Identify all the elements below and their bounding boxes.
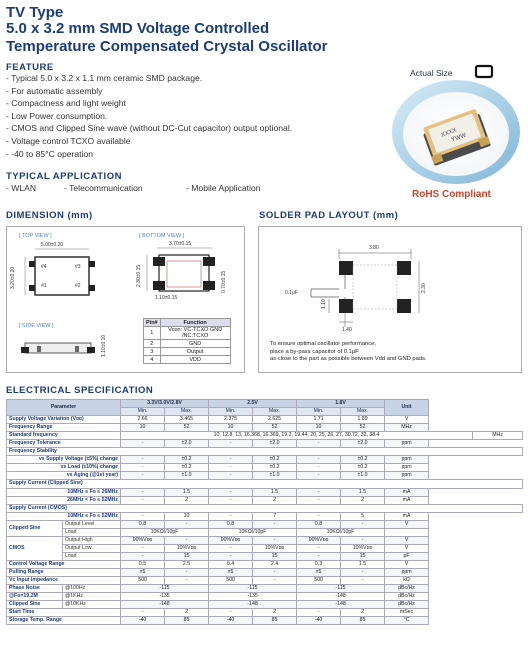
spec-condition: Load bbox=[63, 552, 121, 560]
spec-condition: Load bbox=[63, 528, 121, 536]
spec-row bbox=[7, 432, 523, 440]
spec-value: 500 bbox=[121, 577, 165, 585]
spec-unit: mA bbox=[385, 512, 429, 520]
spec-value: -148 bbox=[297, 601, 385, 609]
spec-value: - bbox=[121, 552, 165, 560]
parameter-header: Parameter bbox=[7, 400, 121, 416]
spec-group-label: Frequency Stability bbox=[7, 448, 523, 456]
spec-value: - bbox=[121, 512, 165, 520]
spec-value: - bbox=[297, 512, 341, 520]
spec-row bbox=[7, 504, 523, 512]
spec-value: ±1.0 bbox=[165, 472, 209, 480]
feature-item: - Typical 5.0 x 3.2 x 1.1 mm ceramic SMD package. bbox=[6, 73, 203, 83]
spec-row bbox=[7, 560, 523, 568]
bottom-pad-dim: 1.10±0.15 bbox=[155, 295, 178, 301]
pin-function: GND bbox=[160, 340, 230, 348]
pin-label: #4 bbox=[41, 264, 47, 270]
spec-unit: ppm bbox=[385, 472, 429, 480]
solder-pad-heading: SOLDER PAD LAYOUT (mm) bbox=[259, 210, 399, 221]
spec-header-row bbox=[7, 400, 523, 408]
spec-value: - bbox=[165, 536, 209, 544]
spec-value: - bbox=[253, 577, 297, 585]
application-list bbox=[6, 183, 261, 193]
spec-value: 0.8 bbox=[121, 520, 165, 528]
spec-value: 2.625 bbox=[253, 416, 297, 424]
spec-unit: MHz bbox=[385, 424, 429, 432]
spec-value: - bbox=[253, 568, 297, 576]
bottom-width-dim: 3.70±0.15 bbox=[169, 241, 192, 247]
spec-value: 0.4 bbox=[209, 560, 253, 568]
spec-value: 1.5 bbox=[341, 488, 385, 496]
application-item: - Telecommunication bbox=[64, 183, 143, 193]
spec-value: -135 bbox=[209, 593, 297, 601]
feature-heading: FEATURE bbox=[6, 62, 54, 73]
spec-value: -40 bbox=[297, 617, 341, 625]
side-view-label: [ SIDE VIEW ] bbox=[19, 323, 54, 329]
pin-number: 2 bbox=[144, 340, 161, 348]
bypass-cap-label: 0.1μF bbox=[285, 290, 298, 296]
spec-value: -115 bbox=[297, 585, 385, 593]
spec-value: 10 bbox=[209, 424, 253, 432]
spec-unit: mA bbox=[385, 488, 429, 496]
spec-value: -115 bbox=[121, 585, 209, 593]
spec-unit: ppm bbox=[385, 464, 429, 472]
pin-function-table bbox=[143, 318, 231, 364]
pin-number: 4 bbox=[144, 356, 161, 364]
spec-value: - bbox=[341, 568, 385, 576]
spec-value: ±0.2 bbox=[341, 456, 385, 464]
min-max-header: Min. bbox=[121, 408, 165, 416]
spec-value: - bbox=[209, 440, 253, 448]
spec-condition: @100Hz bbox=[63, 585, 121, 593]
spec-value: 10KΩ//10pF bbox=[297, 528, 385, 536]
spec-row bbox=[7, 488, 523, 496]
spec-unit bbox=[385, 528, 429, 536]
spec-unit: V bbox=[385, 536, 429, 544]
spec-value: -40 bbox=[121, 617, 165, 625]
feature-item: - Compactness and light weight bbox=[6, 98, 126, 109]
spec-condition: @1KHz bbox=[63, 593, 121, 601]
spec-value: - bbox=[209, 464, 253, 472]
spec-value: 10%Vᴅᴅ bbox=[341, 544, 385, 552]
spec-parameter: Storage Temp. Range bbox=[7, 617, 121, 625]
pin-function: VDD bbox=[160, 356, 230, 364]
rohs-badge: RoHS Compliant bbox=[412, 189, 491, 200]
spec-unit: dBc/Hz bbox=[385, 585, 429, 593]
spec-value: 85 bbox=[165, 617, 209, 625]
spec-condition: @10KHz bbox=[63, 601, 121, 609]
spec-value: 0.5 bbox=[121, 560, 165, 568]
spec-parameter: 26MHz < Fo ≤ 52MHz bbox=[7, 496, 121, 504]
spec-value: ±2.0 bbox=[253, 440, 297, 448]
spec-value: 1.5 bbox=[253, 488, 297, 496]
spec-row bbox=[7, 577, 523, 585]
feature-item: - Low Power consumption. bbox=[6, 110, 108, 121]
spec-row bbox=[7, 528, 523, 536]
spec-value: - bbox=[121, 440, 165, 448]
spec-value: 7 bbox=[253, 512, 297, 520]
spec-value: 500 bbox=[297, 577, 341, 585]
pin-header: Pin# bbox=[144, 319, 161, 327]
spec-value: 15 bbox=[341, 552, 385, 560]
spec-value: -135 bbox=[121, 593, 209, 601]
spec-value: 52 bbox=[165, 424, 209, 432]
spec-value: - bbox=[297, 440, 341, 448]
product-title-line-2: 5.0 x 3.2 mm SMD Voltage Controlled bbox=[6, 20, 270, 37]
function-header: Function bbox=[160, 319, 230, 327]
typical-application-heading: TYPICAL APPLICATION bbox=[6, 171, 122, 182]
application-item: - Mobile Application bbox=[186, 183, 261, 193]
spec-unit: V bbox=[385, 416, 429, 424]
spec-value: 500 bbox=[209, 577, 253, 585]
top-width-dim: 5.00±0.20 bbox=[41, 242, 64, 248]
spec-value: - bbox=[297, 496, 341, 504]
spec-value: 2.66 bbox=[121, 416, 165, 424]
spec-value: 0.8 bbox=[209, 520, 253, 528]
bypass-note bbox=[270, 341, 427, 364]
spec-parameter: CMOS bbox=[7, 536, 63, 560]
voltage-group-header: 2.5V bbox=[209, 400, 297, 408]
spec-value: ±0.2 bbox=[165, 456, 209, 464]
spec-value: 10%Vᴅᴅ bbox=[165, 544, 209, 552]
spec-value: - bbox=[341, 577, 385, 585]
spec-row bbox=[7, 480, 523, 488]
min-max-header: Max. bbox=[165, 408, 209, 416]
spec-parameter: Clipped Sine bbox=[7, 601, 63, 609]
spec-value: 2 bbox=[341, 496, 385, 504]
spec-unit: mSec bbox=[385, 609, 429, 617]
spec-row bbox=[7, 424, 523, 432]
spec-value: - bbox=[209, 609, 253, 617]
spec-value: 90%Vᴅᴅ bbox=[297, 536, 341, 544]
bottom-height-dim: 2.30±0.15 bbox=[136, 264, 142, 287]
spec-value: 2 bbox=[341, 609, 385, 617]
spec-value: - bbox=[209, 512, 253, 520]
spec-value: - bbox=[297, 456, 341, 464]
spec-row bbox=[7, 496, 523, 504]
spec-unit: kΩ bbox=[385, 577, 429, 585]
spec-value: ±0.2 bbox=[253, 456, 297, 464]
spec-value: - bbox=[165, 577, 209, 585]
spec-unit: mA bbox=[385, 496, 429, 504]
spec-row bbox=[7, 448, 523, 456]
spec-parameter: Phase Noise bbox=[7, 585, 63, 593]
spec-value: 2 bbox=[165, 609, 209, 617]
spec-parameter: 10MHz ≤ Fo ≤ 26MHz bbox=[7, 488, 121, 496]
spec-value: 2.375 bbox=[209, 416, 253, 424]
spec-parameter: Supply Voltage Variation (Vᴅᴅ) bbox=[7, 416, 121, 424]
spec-value: 1.5 bbox=[341, 560, 385, 568]
spec-value: ±0.2 bbox=[253, 464, 297, 472]
spec-value: - bbox=[165, 568, 209, 576]
spec-value: ±5 bbox=[209, 568, 253, 576]
spec-value: -40 bbox=[209, 617, 253, 625]
spec-parameter: Frequency Tolerance bbox=[7, 440, 121, 448]
spec-value: - bbox=[253, 536, 297, 544]
spec-value: -148 bbox=[209, 601, 297, 609]
spec-value: - bbox=[341, 536, 385, 544]
spec-unit: pF bbox=[385, 552, 429, 560]
application-item: - WLAN bbox=[6, 183, 37, 193]
spec-value: - bbox=[209, 488, 253, 496]
spec-value: 2 bbox=[253, 609, 297, 617]
spec-parameter: @Fo=19.2M bbox=[7, 593, 63, 601]
spec-condition: Output Level bbox=[63, 520, 121, 528]
pad-width2-dim: 1.40 bbox=[342, 327, 352, 333]
spec-value: ±1.0 bbox=[341, 472, 385, 480]
spec-unit: ppm bbox=[385, 440, 429, 448]
spec-value: ±5 bbox=[297, 568, 341, 576]
spec-value: 1.5 bbox=[165, 488, 209, 496]
note-line: as close to the part as possible between Vdd and GND pads. bbox=[270, 356, 427, 362]
spec-value: - bbox=[297, 464, 341, 472]
spec-value: ±0.2 bbox=[165, 464, 209, 472]
min-max-header: Max. bbox=[253, 408, 297, 416]
solder-pad-drawing bbox=[258, 226, 522, 373]
feature-item: - For automatic assembly bbox=[6, 85, 103, 96]
spec-value: 2 bbox=[253, 496, 297, 504]
spec-unit: dBc/Hz bbox=[385, 593, 429, 601]
note-line: To ensure optimal oscillator performance, bbox=[270, 341, 377, 347]
spec-parameter: vs Aging (@1st year) bbox=[7, 472, 121, 480]
spec-row bbox=[7, 609, 523, 617]
pad-height-dim: 2.30 bbox=[421, 283, 427, 293]
photo-marking: YWW bbox=[450, 132, 468, 144]
feature-list bbox=[6, 72, 292, 160]
spec-value: 5 bbox=[341, 512, 385, 520]
spec-row bbox=[7, 456, 523, 464]
spec-group-label: Supply Current (CMOS) bbox=[7, 504, 523, 512]
spec-value: -148 bbox=[121, 601, 209, 609]
min-max-header: Min. bbox=[297, 408, 341, 416]
spec-value: 1.89 bbox=[341, 416, 385, 424]
spec-parameter: Frequency Range bbox=[7, 424, 121, 432]
spec-value: 10 bbox=[165, 512, 209, 520]
actual-size-icon bbox=[476, 66, 492, 77]
voltage-group-header: 3.3V/3.0V/2.8V bbox=[121, 400, 209, 408]
spec-value: - bbox=[209, 496, 253, 504]
spec-value: 2 bbox=[165, 496, 209, 504]
spec-unit: dBc/Hz bbox=[385, 601, 429, 609]
top-view-label: [ TOP VIEW ] bbox=[19, 233, 52, 239]
spec-value: - bbox=[297, 552, 341, 560]
spec-row bbox=[7, 617, 523, 625]
bottom-view-label: [ BOTTOM VIEW ] bbox=[139, 233, 185, 239]
spec-row bbox=[7, 416, 523, 424]
unit-header: Unit bbox=[385, 400, 429, 416]
spec-value: ±2.0 bbox=[341, 440, 385, 448]
pin-function: Vcon: VC-TCXO GND /NC:TCXO bbox=[160, 327, 230, 340]
spec-parameter: vs Supply Voltage (±5%) change bbox=[7, 456, 121, 464]
product-type-title: TV Type bbox=[6, 4, 64, 21]
spec-value: - bbox=[165, 520, 209, 528]
spec-value: - bbox=[341, 520, 385, 528]
spec-unit: V bbox=[385, 520, 429, 528]
spec-row bbox=[7, 520, 523, 528]
spec-parameter: 10MHz ≤ Fo ≤ 52MHz bbox=[7, 512, 121, 520]
spec-parameter: Vc Input Impedance bbox=[7, 577, 121, 585]
pad-side-dim: 1.10 bbox=[321, 299, 327, 309]
spec-row bbox=[7, 464, 523, 472]
spec-row bbox=[7, 585, 523, 593]
product-title-line-3: Temperature Compensated Crystal Oscillator bbox=[6, 38, 328, 55]
spec-value: 15 bbox=[253, 552, 297, 560]
spec-row bbox=[7, 536, 523, 544]
spec-unit: °C bbox=[385, 617, 429, 625]
spec-row bbox=[7, 512, 523, 520]
spec-value: 0.8 bbox=[297, 520, 341, 528]
spec-value: 52 bbox=[253, 424, 297, 432]
spec-value: ±5 bbox=[121, 568, 165, 576]
spec-value: 2.4 bbox=[253, 560, 297, 568]
electrical-heading: ELECTRICAL SPECIFICATION bbox=[6, 385, 154, 396]
spec-row bbox=[7, 440, 523, 448]
spec-value: 90%Vᴅᴅ bbox=[209, 536, 253, 544]
feature-item: - CMOS and Clipped Sine wave (without DC-Cut capacitor) output optional. bbox=[6, 123, 293, 134]
spec-parameter: Pulling Range bbox=[7, 568, 121, 576]
spec-value: 10, 12.8, 13, 16.368, 16.369, 19.2, 19.44, 20, 25, 26, 27, 30.72, 32, 38.4 bbox=[121, 432, 473, 440]
spec-value: 3.465 bbox=[165, 416, 209, 424]
spec-group-label: Supply Current (Clipped Sine) bbox=[7, 480, 523, 488]
spec-value: - bbox=[121, 488, 165, 496]
spec-value: - bbox=[121, 496, 165, 504]
spec-value: - bbox=[209, 472, 253, 480]
spec-value: 0.3 bbox=[297, 560, 341, 568]
spec-value: - bbox=[209, 544, 253, 552]
spec-value: - bbox=[297, 488, 341, 496]
spec-value: - bbox=[121, 464, 165, 472]
side-height-dim: 1.10±0.10 bbox=[101, 334, 107, 357]
spec-value: ±0.2 bbox=[341, 464, 385, 472]
spec-value: 1.71 bbox=[297, 416, 341, 424]
spec-unit: ppm bbox=[385, 568, 429, 576]
spec-unit: ppm bbox=[385, 456, 429, 464]
spec-value: - bbox=[121, 609, 165, 617]
pad-width-dim: 3.80 bbox=[369, 245, 379, 251]
spec-value: 52 bbox=[341, 424, 385, 432]
spec-row bbox=[7, 552, 523, 560]
top-height-dim: 3.20±0.20 bbox=[10, 266, 16, 289]
spec-value: 10 bbox=[297, 424, 341, 432]
spec-value: 10KΩ//10pF bbox=[209, 528, 297, 536]
product-photo bbox=[390, 60, 522, 185]
voltage-group-header: 1.8V bbox=[297, 400, 385, 408]
photo-marking: XXXX bbox=[440, 127, 458, 139]
spec-parameter: Clipped Sine bbox=[7, 520, 63, 536]
spec-value: - bbox=[297, 472, 341, 480]
spec-parameter: Control Voltage Range bbox=[7, 560, 121, 568]
spec-value: 10 bbox=[121, 424, 165, 432]
spec-row bbox=[7, 544, 523, 552]
spec-value: 90%Vᴅᴅ bbox=[121, 536, 165, 544]
pin-number: 3 bbox=[144, 348, 161, 356]
spec-parameter: Start Time bbox=[7, 609, 121, 617]
note-line: place a by-pass capacitor of 0.1μF bbox=[270, 348, 359, 355]
spec-value: - bbox=[121, 456, 165, 464]
spec-row bbox=[7, 593, 523, 601]
spec-row bbox=[7, 601, 523, 609]
spec-value: - bbox=[297, 609, 341, 617]
dimension-drawing bbox=[6, 226, 245, 373]
pin-function: Output bbox=[160, 348, 230, 356]
spec-value: - bbox=[121, 472, 165, 480]
spec-value: - bbox=[209, 552, 253, 560]
pin-label: #1 bbox=[41, 283, 47, 289]
spec-value: - bbox=[253, 520, 297, 528]
spec-value: 85 bbox=[253, 617, 297, 625]
spec-value: 2.5 bbox=[165, 560, 209, 568]
spec-value: 15 bbox=[165, 552, 209, 560]
spec-value: -115 bbox=[209, 585, 297, 593]
spec-value: 10%Vᴅᴅ bbox=[253, 544, 297, 552]
min-max-header: Min. bbox=[209, 408, 253, 416]
bottom-pad2-dim: 0.70±0.15 bbox=[221, 270, 227, 293]
spec-unit: V bbox=[385, 560, 429, 568]
spec-row bbox=[7, 568, 523, 576]
spec-value: -148 bbox=[297, 593, 385, 601]
dimension-heading: DIMENSION (mm) bbox=[6, 210, 93, 221]
spec-condition: Output Low bbox=[63, 544, 121, 552]
spec-parameter: Standard frequency bbox=[7, 432, 121, 440]
spec-unit: V bbox=[385, 544, 429, 552]
feature-item: - -40 to 85°C operation bbox=[6, 148, 94, 159]
spec-parameter: vs Load (±10%) change bbox=[7, 464, 121, 472]
spec-row bbox=[7, 472, 523, 480]
spec-value: - bbox=[297, 544, 341, 552]
spec-value: ±2.0 bbox=[165, 440, 209, 448]
pin-label: #2 bbox=[75, 283, 81, 289]
spec-value: 85 bbox=[341, 617, 385, 625]
actual-size-label: Actual Size bbox=[410, 68, 453, 78]
spec-value: - bbox=[121, 544, 165, 552]
pin-number: 1 bbox=[144, 327, 161, 340]
spec-value: ±1.0 bbox=[253, 472, 297, 480]
spec-condition: Output High bbox=[63, 536, 121, 544]
min-max-header: Max. bbox=[341, 408, 385, 416]
feature-item: - Voltage control TCXO available bbox=[6, 135, 131, 146]
spec-unit: MHz bbox=[473, 432, 523, 440]
spec-value: - bbox=[209, 456, 253, 464]
spec-value: 10KΩ//10pF bbox=[121, 528, 209, 536]
electrical-spec-table bbox=[6, 399, 523, 625]
pin-label: #3 bbox=[75, 264, 81, 270]
